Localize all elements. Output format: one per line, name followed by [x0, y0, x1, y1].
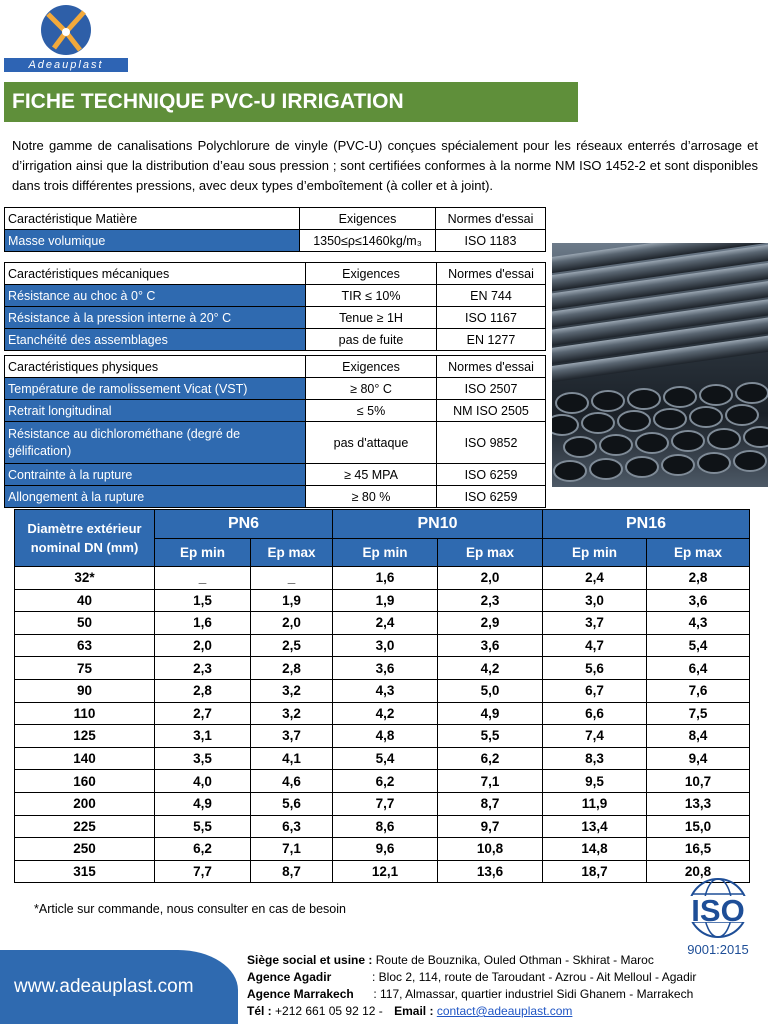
thickness-cell: 16,5 [647, 838, 750, 861]
row-value: pas de fuite [306, 329, 437, 351]
dn-cell: 160 [15, 770, 155, 793]
row-label: Etanchéité des assemblages [5, 329, 306, 351]
iso-globe-icon [676, 876, 760, 958]
row-norm: EN 744 [437, 285, 546, 307]
website-link[interactable]: www.adeauplast.com [0, 950, 238, 1024]
row-label: Allongement à la rupture [5, 486, 306, 508]
thickness-cell: 3,1 [155, 725, 251, 748]
marrakech-value: : 117, Almassar, quartier industriel Sidi Ghanem - Marrakech [370, 987, 694, 1001]
thickness-cell: 3,7 [543, 612, 647, 635]
iso-text: ISO [691, 893, 745, 928]
thickness-cell: 10,8 [438, 838, 543, 861]
dn-cell: 90 [15, 679, 155, 702]
thickness-cell: 2,4 [333, 612, 438, 635]
row-norm: EN 1277 [437, 329, 546, 351]
table-row [15, 747, 750, 770]
thickness-cell: 3,0 [543, 589, 647, 612]
thickness-cell: 4,0 [155, 770, 251, 793]
table-row [15, 792, 750, 815]
dn-cell: 200 [15, 792, 155, 815]
thickness-cell: 6,2 [438, 747, 543, 770]
thickness-cell: 2,8 [251, 657, 333, 680]
thickness-cell: _ [155, 567, 251, 590]
tel-label: Tél : [247, 1004, 272, 1018]
thickness-cell: 2,9 [438, 612, 543, 635]
siege-value: Route de Bouznika, Ouled Othman - Skhirat - Maroc [372, 953, 654, 967]
table-row [5, 464, 546, 486]
thickness-cell: 5,4 [647, 634, 750, 657]
thickness-cell: 4,1 [251, 747, 333, 770]
table-row [15, 838, 750, 861]
thickness-cell: 9,7 [438, 815, 543, 838]
table-row [15, 702, 750, 725]
table-header-row [5, 263, 546, 285]
marrakech-label: Agence Marrakech [247, 987, 354, 1001]
row-label: Masse volumique [5, 230, 300, 252]
thickness-cell: 9,4 [647, 747, 750, 770]
thickness-cell: 2,0 [251, 612, 333, 635]
row-value: ≥ 80 % [306, 486, 437, 508]
thickness-cell: 5,4 [333, 747, 438, 770]
table-row [5, 400, 546, 422]
thickness-cell: 3,7 [251, 725, 333, 748]
header-cell: Exigences [300, 208, 436, 230]
thickness-cell: 2,4 [543, 567, 647, 590]
thickness-cell: 6,2 [155, 838, 251, 861]
dn-cell: 110 [15, 702, 155, 725]
dimensions-table [14, 509, 750, 883]
thickness-cell: 4,6 [251, 770, 333, 793]
thickness-cell: 13,3 [647, 792, 750, 815]
row-norm: NM ISO 2505 [437, 400, 546, 422]
marrakech-line [247, 986, 696, 1003]
thickness-cell: 13,6 [438, 860, 543, 883]
thickness-cell: 2,8 [647, 567, 750, 590]
row-label: Température de ramolissement Vicat (VST) [5, 378, 306, 400]
thickness-cell: 9,6 [333, 838, 438, 861]
header-cell: Exigences [306, 263, 437, 285]
thickness-cell: 3,5 [155, 747, 251, 770]
thickness-cell: 4,9 [155, 792, 251, 815]
table-row [5, 285, 546, 307]
thickness-cell: 1,6 [333, 567, 438, 590]
iso-cert-text: 9001:2015 [687, 942, 749, 957]
dn-cell: 225 [15, 815, 155, 838]
table-row [15, 612, 750, 635]
table-header-row [5, 208, 546, 230]
row-label: Résistance au dichlorométhane (degré de gélification) [5, 422, 306, 464]
row-value: ≥ 45 MPA [306, 464, 437, 486]
thickness-cell: 4,8 [333, 725, 438, 748]
dn-cell: 50 [15, 612, 155, 635]
table-row [5, 329, 546, 351]
thickness-cell: 18,7 [543, 860, 647, 883]
pn-group-header: PN10 [333, 510, 543, 539]
thickness-cell: 2,8 [155, 679, 251, 702]
thickness-cell: 4,9 [438, 702, 543, 725]
header-cell: Normes d'essai [437, 263, 546, 285]
thickness-cell: 15,0 [647, 815, 750, 838]
row-value: 1350≤ρ≤1460kg/m₃ [300, 230, 436, 252]
email-link[interactable]: contact@adeauplast.com [436, 1004, 573, 1018]
thickness-cell: 3,6 [333, 657, 438, 680]
siege-line [247, 952, 696, 969]
thickness-cell: 2,5 [251, 634, 333, 657]
thickness-cell: 7,7 [333, 792, 438, 815]
thickness-cell: 3,6 [438, 634, 543, 657]
header-cell: Caractéristiques physiques [5, 356, 306, 378]
row-norm: ISO 1167 [437, 307, 546, 329]
thickness-cell: 3,6 [647, 589, 750, 612]
thickness-cell: 7,1 [251, 838, 333, 861]
row-norm: ISO 6259 [437, 486, 546, 508]
thickness-cell: 7,4 [543, 725, 647, 748]
thickness-cell: 5,5 [155, 815, 251, 838]
table-row [5, 422, 546, 464]
address-block [247, 952, 696, 1020]
thickness-cell: 4,2 [438, 657, 543, 680]
subheader-cell: Ep max [647, 539, 750, 567]
thickness-cell: 1,6 [155, 612, 251, 635]
thickness-cell: 7,7 [155, 860, 251, 883]
dn-cell: 250 [15, 838, 155, 861]
siege-label: Siège social et usine : [247, 953, 373, 967]
dn-cell: 125 [15, 725, 155, 748]
table-row [15, 657, 750, 680]
pipes-photo [552, 243, 768, 487]
table-row [15, 770, 750, 793]
thickness-cell: 20,8 [647, 860, 750, 883]
dn-cell: 40 [15, 589, 155, 612]
table-row [15, 725, 750, 748]
dn-cell: 63 [15, 634, 155, 657]
row-label: Résistance à la pression interne à 20° C [5, 307, 306, 329]
table-row [5, 307, 546, 329]
dn-cell: 32* [15, 567, 155, 590]
logo-wordmark: Adeauplast [4, 58, 128, 72]
row-norm: ISO 2507 [437, 378, 546, 400]
thickness-cell: 6,3 [251, 815, 333, 838]
thickness-cell: 3,0 [333, 634, 438, 657]
iso-certification-logo [676, 876, 760, 958]
thickness-cell: 8,4 [647, 725, 750, 748]
thickness-cell: 4,7 [543, 634, 647, 657]
header-cell: Caractéristique Matière [5, 208, 300, 230]
dn-header: Diamètre extérieur nominal DN (mm) [15, 510, 155, 567]
row-value: TIR ≤ 10% [306, 285, 437, 307]
header-cell: Normes d'essai [436, 208, 546, 230]
subheader-cell: Ep min [155, 539, 251, 567]
row-value: Tenue ≥ 1H [306, 307, 437, 329]
logo-emblem-icon [4, 2, 128, 58]
row-value: ≥ 80° C [306, 378, 437, 400]
row-norm: ISO 9852 [437, 422, 546, 464]
thickness-cell: 5,6 [251, 792, 333, 815]
table-row [15, 815, 750, 838]
tel-value: +212 661 05 92 12 - [271, 1004, 383, 1018]
thickness-cell: 11,9 [543, 792, 647, 815]
table-row [5, 486, 546, 508]
table-row [5, 378, 546, 400]
subheader-cell: Ep max [438, 539, 543, 567]
thickness-cell: 7,5 [647, 702, 750, 725]
table-header-row [5, 356, 546, 378]
thickness-cell: 2,3 [438, 589, 543, 612]
thickness-cell: 2,7 [155, 702, 251, 725]
thickness-cell: 12,1 [333, 860, 438, 883]
agadir-label: Agence Agadir [247, 970, 332, 984]
thickness-cell: 2,0 [155, 634, 251, 657]
dn-cell: 140 [15, 747, 155, 770]
pn-group-header: PN6 [155, 510, 333, 539]
thickness-cell: 5,5 [438, 725, 543, 748]
agadir-line [247, 969, 696, 986]
thickness-cell: 1,5 [155, 589, 251, 612]
row-norm: ISO 6259 [437, 464, 546, 486]
intro-paragraph: Notre gamme de canalisations Polychlorure de vinyle (PVC-U) conçues spécialement pour les réseaux enterrés d’arrosage et d’irrigation ainsi que la distribution d’eau sous pression ; sont certifiées conformes à la norme NM ISO 1452-2 et sont disponibles dans trois différentes pressions, avec deux types d’emboîtement (à coller et à joint). [12, 138, 758, 193]
table-row [15, 589, 750, 612]
mechanical-spec-table [4, 262, 546, 351]
thickness-cell: 7,1 [438, 770, 543, 793]
physical-spec-table [4, 355, 546, 508]
thickness-cell: 7,6 [647, 679, 750, 702]
thickness-cell: 4,3 [647, 612, 750, 635]
header-cell: Exigences [306, 356, 437, 378]
subheader-cell: Ep max [251, 539, 333, 567]
thickness-cell: 6,6 [543, 702, 647, 725]
row-norm: ISO 1183 [436, 230, 546, 252]
thickness-cell: 9,5 [543, 770, 647, 793]
thickness-cell: 13,4 [543, 815, 647, 838]
header-cell: Normes d'essai [437, 356, 546, 378]
thickness-cell: 8,7 [251, 860, 333, 883]
dn-cell: 315 [15, 860, 155, 883]
thickness-cell: 6,2 [333, 770, 438, 793]
thickness-cell: 1,9 [333, 589, 438, 612]
dimensions-body [15, 567, 750, 883]
thickness-cell: 5,0 [438, 679, 543, 702]
thickness-cell: 8,7 [438, 792, 543, 815]
header-cell: Caractéristiques mécaniques [5, 263, 306, 285]
contact-line [247, 1003, 696, 1020]
agadir-value: : Bloc 2, 114, route de Taroudant - Azrou - Ait Melloul - Agadir [372, 970, 697, 984]
material-spec-table [4, 207, 546, 252]
pn-group-header: PN16 [543, 510, 750, 539]
footnote: *Article sur commande, nous consulter en cas de besoin [34, 902, 346, 916]
subheader-cell: Ep min [543, 539, 647, 567]
thickness-cell: 6,7 [543, 679, 647, 702]
email-label: Email : [394, 1004, 434, 1018]
thickness-cell: 8,6 [333, 815, 438, 838]
row-value: ≤ 5% [306, 400, 437, 422]
row-label: Résistance au choc à 0° C [5, 285, 306, 307]
table-row [15, 634, 750, 657]
thickness-cell: 3,2 [251, 702, 333, 725]
thickness-cell: 14,8 [543, 838, 647, 861]
thickness-cell: 8,3 [543, 747, 647, 770]
page-title: FICHE TECHNIQUE PVC-U IRRIGATION [4, 82, 578, 122]
thickness-cell: 4,2 [333, 702, 438, 725]
subheader-cell: Ep min [333, 539, 438, 567]
table-header-row [15, 510, 750, 539]
thickness-cell: 5,6 [543, 657, 647, 680]
thickness-cell: _ [251, 567, 333, 590]
row-label: Contrainte à la rupture [5, 464, 306, 486]
table-row [15, 679, 750, 702]
table-row [15, 567, 750, 590]
thickness-cell: 10,7 [647, 770, 750, 793]
row-label: Retrait longitudinal [5, 400, 306, 422]
thickness-cell: 6,4 [647, 657, 750, 680]
company-logo [4, 2, 128, 72]
row-value: pas d'attaque [306, 422, 437, 464]
dn-cell: 75 [15, 657, 155, 680]
pvc-pipes-image [552, 243, 768, 487]
thickness-cell: 4,3 [333, 679, 438, 702]
table-row [5, 230, 546, 252]
thickness-cell: 2,0 [438, 567, 543, 590]
thickness-cell: 2,3 [155, 657, 251, 680]
thickness-cell: 3,2 [251, 679, 333, 702]
table-row [15, 860, 750, 883]
thickness-cell: 1,9 [251, 589, 333, 612]
